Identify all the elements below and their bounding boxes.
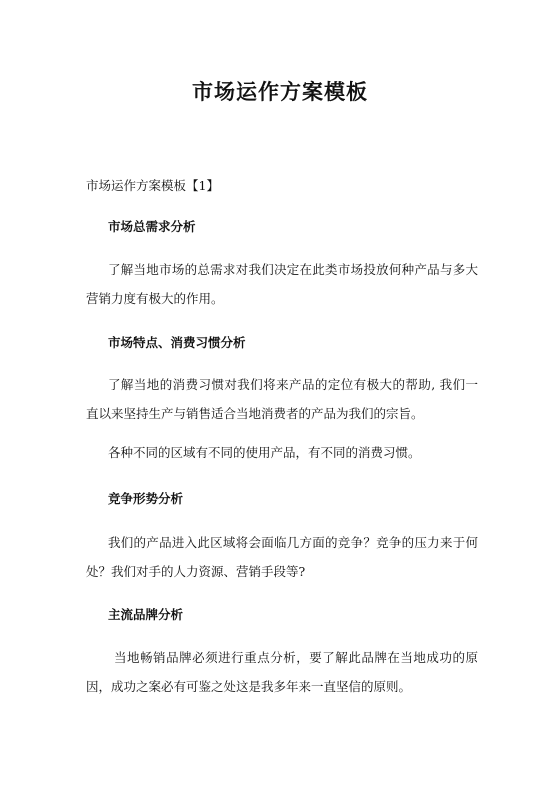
- paragraph-regional-differences: 各种不同的区域有不同的使用产品，有不同的消费习惯。: [108, 445, 421, 460]
- paragraph-main-brands: 当地畅销品牌必须进行重点分析，要了解此品牌在当地成功的原因，成功之案必有可鉴之处这是我多年来一直坚信的原则。: [86, 650, 478, 694]
- paragraph-consumption-habits: 了解当地的消费习惯对我们将来产品的定位有极大的帮助, 我们一直以来坚持生产与销售适合当地消费者的产品为我们的宗旨。: [86, 377, 478, 421]
- document-title: 市场运作方案模板: [192, 79, 368, 104]
- section-heading-market-features: 市场特点、消费习惯分析: [108, 335, 246, 350]
- section-heading-main-brands: 主流品牌分析: [108, 607, 184, 622]
- document-label: 市场运作方案模板【1】: [86, 178, 219, 193]
- paragraph-competition: 我们的产品进入此区域将会面临几方面的竞争？竞争的压力来于何处？我们对手的人力资源、营销手段等?: [86, 535, 478, 579]
- section-heading-market-demand: 市场总需求分析: [108, 219, 196, 234]
- section-heading-competition: 竞争形势分析: [108, 491, 184, 506]
- paragraph-market-demand: 了解当地市场的总需求对我们决定在此类市场投放何种产品与多大营销力度有极大的作用。: [86, 262, 478, 306]
